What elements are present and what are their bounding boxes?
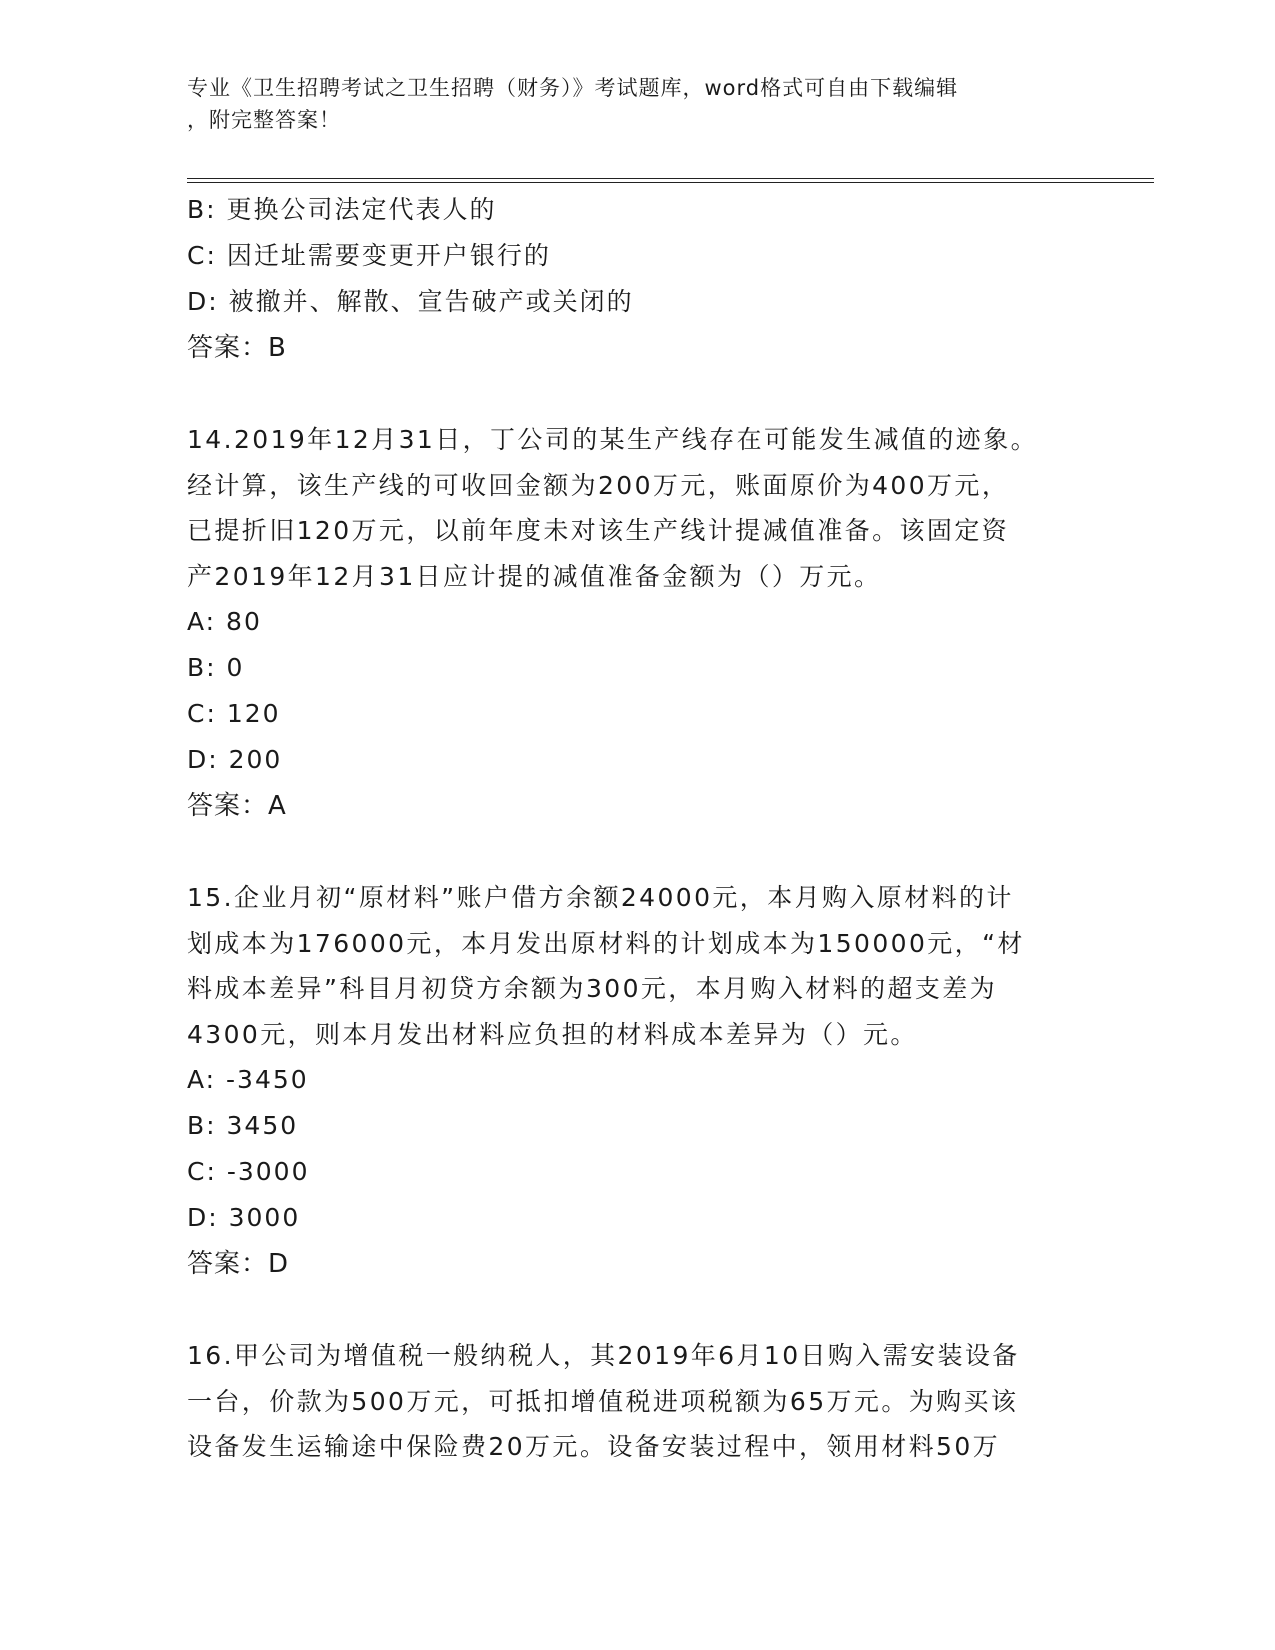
q14-option-a: A: 80	[187, 607, 262, 636]
q14-text-line-3: 已提折旧120万元，以前年度未对该生产线计提减值准备。该固定资	[187, 516, 1010, 545]
q14-option-c: C: 120	[187, 699, 281, 728]
spacer	[187, 371, 1087, 417]
page-header	[187, 72, 1087, 136]
spacer	[187, 829, 1087, 875]
question-16	[187, 1333, 1087, 1470]
q15-option-a: A: -3450	[187, 1065, 309, 1094]
q13-option-d: D: 被撤并、解散、宣告破产或关闭的	[187, 287, 634, 316]
header-double-rule	[187, 178, 1154, 183]
q16-text-line-1: 16.甲公司为增值税一般纳税人，其2019年6月10日购入需安装设备	[187, 1341, 1020, 1370]
spacer	[187, 1287, 1087, 1333]
q15-text-line-4: 4300元，则本月发出材料应负担的材料成本差异为（）元。	[187, 1019, 918, 1049]
q16-text-line-3: 设备发生运输途中保险费20万元。设备安装过程中，领用材料50万	[187, 1432, 1001, 1461]
q15-text-line-3: 料成本差异”科目月初贷方余额为300元，本月购入材料的超支差为	[187, 974, 998, 1003]
question-14	[187, 417, 1087, 829]
q15-option-c: C: -3000	[187, 1157, 310, 1186]
q15-text-line-2: 划成本为176000元，本月发出原材料的计划成本为150000元，“材	[187, 928, 1025, 958]
header-line-1: 专业《卫生招聘考试之卫生招聘（财务）》考试题库，word格式可自由下载编辑	[187, 76, 959, 100]
q15-option-d: D: 3000	[187, 1203, 301, 1232]
q13-option-c: C: 因迁址需要变更开户银行的	[187, 241, 551, 270]
q14-text-line-2: 经计算，该生产线的可收回金额为200万元，账面原价为400万元，	[187, 470, 1010, 500]
q14-answer: 答案：A	[187, 791, 287, 821]
q14-text-line-4: 产2019年12月31日应计提的减值准备金额为（）万元。	[187, 561, 882, 591]
q15-option-b: B: 3450	[187, 1111, 299, 1140]
q13-option-b: B: 更换公司法定代表人的	[187, 195, 497, 224]
question-13	[187, 187, 1087, 371]
header-line-2: ，附完整答案！	[187, 108, 341, 132]
q15-answer: 答案：D	[187, 1249, 290, 1279]
document-body	[187, 187, 1087, 1470]
q14-option-d: D: 200	[187, 745, 283, 774]
q16-text-line-2: 一台，价款为500万元，可抵扣增值税进项税额为65万元。为购买该	[187, 1386, 1019, 1416]
question-15	[187, 875, 1087, 1287]
q15-text-line-1: 15.企业月初“原材料”账户借方余额24000元，本月购入原材料的计	[187, 883, 1014, 912]
q14-option-b: B: 0	[187, 653, 245, 682]
q13-answer: 答案：B	[187, 333, 287, 363]
q14-text-line-1: 14.2019年12月31日，丁公司的某生产线存在可能发生减值的迹象。	[187, 425, 1039, 454]
